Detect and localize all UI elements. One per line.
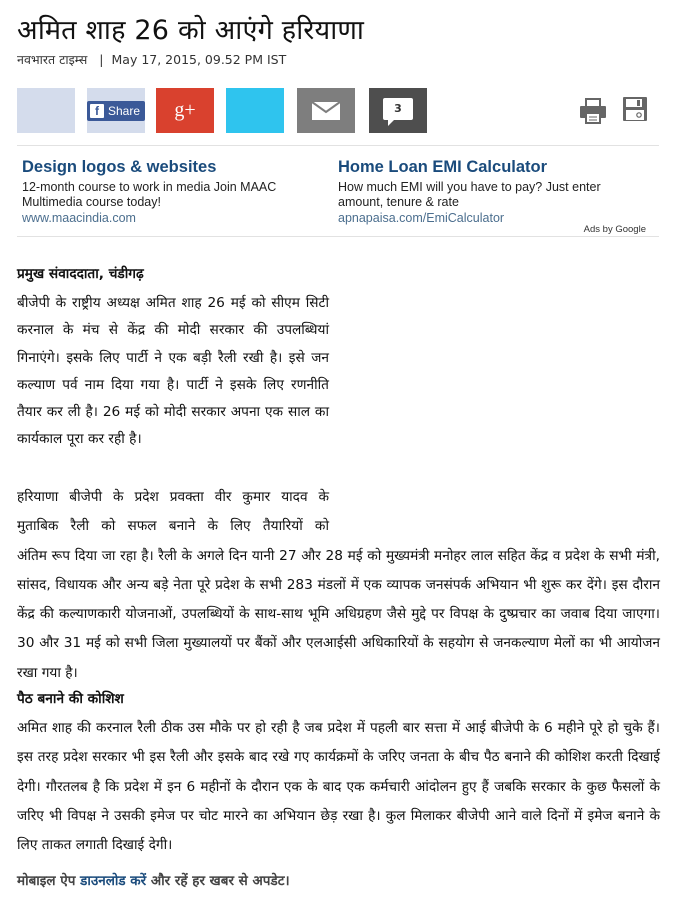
blank-share-button[interactable] <box>17 88 75 133</box>
byline-separator: | <box>99 52 104 67</box>
article-subheading: पैठ बनाने की कोशिश <box>17 691 124 707</box>
share-bar <box>17 88 659 133</box>
save-icon[interactable] <box>622 96 648 122</box>
twitter-share-button[interactable] <box>226 88 284 133</box>
ad-item[interactable] <box>338 158 638 225</box>
app-download-link[interactable]: डाउनलोड करें <box>80 873 147 889</box>
ad-description: How much EMI will you have to pay? Just enter amount, tenure & rate <box>338 180 601 209</box>
ad-title-link[interactable]: Home Loan EMI Calculator <box>338 158 548 176</box>
article-paragraph: बीजेपी के राष्ट्रीय अध्यक्ष अमित शाह 26 मई को सीएम सिटी करनाल के मंच से केंद्र की मोदी सरकार की उपलब्धियां गिनाएंगे। इसके लिए पार्टी ने एक बड़ी रैली रखी है। इसे जन कल्याण पर्व नाम दिया गया है। पार्टी ने इसके लिए रणनीति तैयार कर ली है। 26 मई को मोदी सरकार अपना एक साल का कार्यकाल पूरा कर रही है। <box>17 295 329 448</box>
ad-url[interactable]: www.maacindia.com <box>22 211 136 225</box>
app-download-promo <box>17 871 290 889</box>
source-name: नवभारत टाइम्स <box>17 52 88 67</box>
comment-count: 3 <box>383 98 413 120</box>
ad-url[interactable]: apnapaisa.com/EmiCalculator <box>338 211 505 225</box>
promo-prefix: मोबाइल ऐप <box>17 873 76 889</box>
ad-title-link[interactable]: Design logos & websites <box>22 158 217 176</box>
google-plus-icon: g+ <box>174 99 196 121</box>
paragraph-line: हरियाणा बीजेपी के प्रदेश प्रवक्ता वीर कुमार यादव के <box>17 489 329 505</box>
facebook-share-label: Share <box>107 103 141 118</box>
publish-date: May 17, 2015, 09.52 PM IST <box>111 52 287 67</box>
google-ads-block <box>17 145 659 237</box>
promo-suffix: और रहें हर खबर से अपडेट। <box>150 873 290 889</box>
google-plus-share-button[interactable] <box>156 88 214 133</box>
twitter-icon <box>255 110 256 111</box>
mail-icon <box>311 101 341 121</box>
article-paragraph <box>17 483 660 688</box>
facebook-share-pill <box>87 101 145 121</box>
ad-item[interactable] <box>22 158 322 225</box>
ad-description: 12-month course to work in media Join MAAC Multimedia course today! <box>22 180 277 209</box>
article-paragraph: अमित शाह की करनाल रैली ठीक उस मौके पर हो रही है जब प्रदेश में पहली बार सत्ता में आई बीजेपी के 6 महीने पूरे हो चुके हैं। इस तरह प्रदेश सरकार भी इस रैली और इसके बाद रखे गए कार्यक्रमों के जरिए जनता के बीच पैठ बनाने की कोशिश करती दिखाई देगी। गौरतलब है कि प्रदेश में इन 6 महीनों के दौरान एक के बाद एक कर्मचारी आंदोलन हुए हैं जबकि सरकार के कुछ फैसलों के जरिए भी विपक्ष ने उसकी इमेज पर चोट मारने का अभियान छेड़ रखा है। कुल मिलाकर बीजेपी आने वाले दिनों में इमेज बनाने के लिए ताकत लगाती दिखाई देगी। <box>17 720 660 854</box>
byline <box>17 51 286 68</box>
article-headline: अमित शाह 26 को आएंगे हरियाणा <box>17 15 365 46</box>
facebook-icon: f <box>90 104 104 118</box>
print-icon[interactable] <box>578 96 608 126</box>
paragraph-text: अंतिम रूप दिया जा रहा है। रैली के अगले दिन यानी 27 और 28 मई को मुख्यमंत्री मनोहर लाल सहित केंद्र व प्रदेश के सभी मंत्री, सांसद, विधायक और अन्य बड़े नेता पूरे प्रदेश के सभी 283 मंडलों में एक व्यापक जनसंपर्क अभियान भी शुरू कर देंगे। इस दौरान केंद्र की कल्याणकारी योजनाओं, उपलब्धियों के साथ-साथ भूमि अधिग्रहण जैसे मुद्दे पर विपक्ष के दुष्प्रचार का जवाब दिया जाएगा। 30 और 31 मई को सभी जिला मुख्यालयों पर बैंकों और एलआईसी अधिकारियों के सहयोग से जनकल्याण मेलों का भी आयोजन रखा गया है। <box>17 547 660 681</box>
email-share-button[interactable] <box>297 88 355 133</box>
paragraph-line: मुताबिक रैली को सफल बनाने के लिए तैयारियों को <box>17 518 329 535</box>
ads-by-google-label[interactable]: Ads by Google <box>583 224 646 235</box>
facebook-share-button[interactable] <box>87 88 145 133</box>
comments-button[interactable] <box>369 88 427 133</box>
reporter-credit: प्रमुख संवाददाता, चंडीगढ़ <box>17 266 144 282</box>
